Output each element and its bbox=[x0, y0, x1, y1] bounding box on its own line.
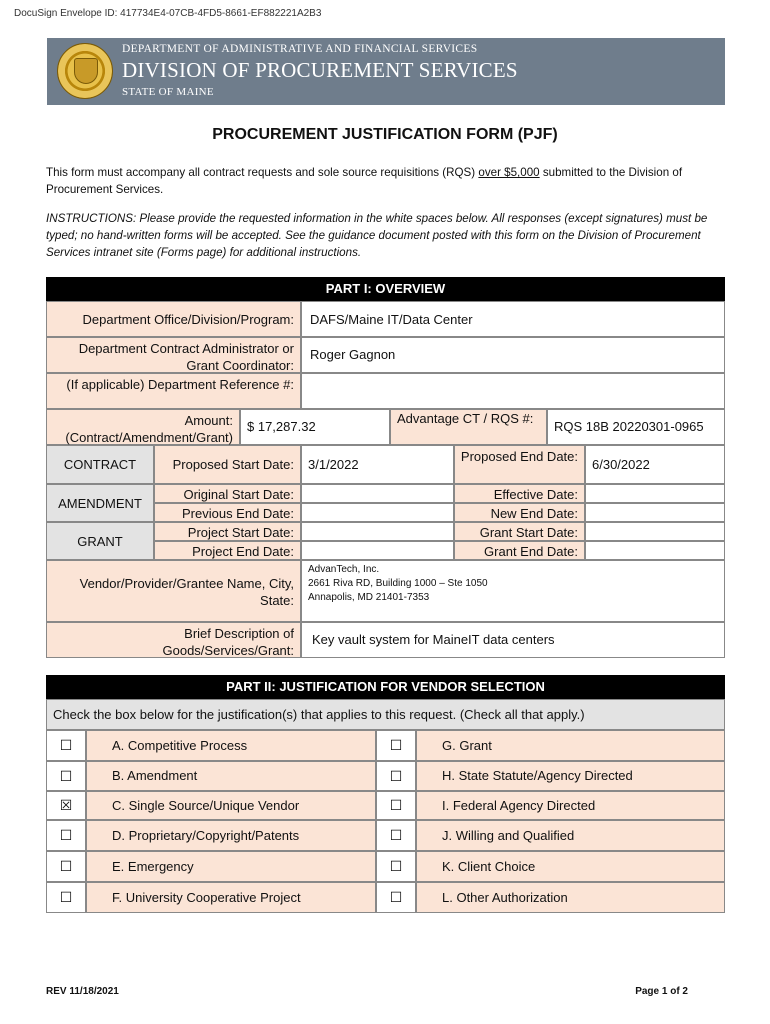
prop-end-field[interactable]: 6/30/2022 bbox=[585, 445, 725, 484]
grant-end-field[interactable] bbox=[585, 541, 725, 560]
grant-end-label: Grant End Date: bbox=[454, 541, 585, 560]
instructions-text: INSTRUCTIONS: Please provide the requested information in the white spaces below. All responses (except signatures) must be typed; no hand-written forms will be accepted. See the guidance document posted with this form on the Division of Procurement Services intranet site (Forms page) for additional instructions. bbox=[46, 212, 708, 259]
header-banner bbox=[47, 38, 725, 105]
grant-start-field[interactable] bbox=[585, 522, 725, 541]
option-label-right-1: H. State Statute/Agency Directed bbox=[442, 768, 633, 783]
effective-label: Effective Date: bbox=[454, 484, 585, 503]
reference-label: (If applicable) Department Reference #: bbox=[46, 373, 301, 409]
checkbox-left-3[interactable]: ☐ bbox=[59, 827, 73, 843]
checkbox-right-3[interactable]: ☐ bbox=[389, 827, 403, 843]
orig-start-label: Original Start Date: bbox=[154, 484, 301, 503]
revision-date: REV 11/18/2021 bbox=[46, 986, 119, 997]
checkbox-left-5[interactable]: ☐ bbox=[59, 889, 73, 905]
option-label-right-4: K. Client Choice bbox=[442, 859, 536, 874]
intro-text: This form must accompany all contract requests and sole source requisitions (RQS) over $5,000 submitted to the Division of Procurement Services. bbox=[46, 166, 683, 196]
prop-start-label: Proposed Start Date: bbox=[154, 445, 301, 484]
part1-header: PART I: OVERVIEW bbox=[46, 277, 725, 301]
docusign-envelope-id: DocuSign Envelope ID: 417734E4-07CB-4FD5-8661-EF882221A2B3 bbox=[14, 8, 322, 19]
option-label-right-0: G. Grant bbox=[442, 738, 492, 753]
checkbox-right-1[interactable]: ☐ bbox=[389, 768, 403, 784]
option-label-right-3: J. Willing and Qualified bbox=[442, 828, 575, 843]
description-label: Brief Description of Goods/Services/Grant: bbox=[46, 622, 301, 658]
prop-start-field[interactable]: 3/1/2022 bbox=[301, 445, 454, 484]
part2-subheader: Check the box below for the justification(s) that applies to this request. (Check all that apply.) bbox=[46, 699, 725, 730]
form-title: PROCUREMENT JUSTIFICATION FORM (PJF) bbox=[212, 126, 558, 143]
proj-end-label: Project End Date: bbox=[154, 541, 301, 560]
prev-end-label: Previous End Date: bbox=[154, 503, 301, 522]
checkbox-right-0[interactable]: ☐ bbox=[389, 737, 403, 753]
dept-label: Department Office/Division/Program: bbox=[46, 301, 301, 337]
vendor-name: AdvanTech, Inc. bbox=[308, 564, 380, 575]
banner-state: STATE OF MAINE bbox=[122, 86, 214, 98]
vendor-street: 2661 Riva RD, Building 1000 – Ste 1050 bbox=[308, 578, 488, 589]
dept-field[interactable]: DAFS/Maine IT/Data Center bbox=[301, 301, 725, 337]
advantage-label: Advantage CT / RQS #: bbox=[390, 409, 547, 445]
effective-field[interactable] bbox=[585, 484, 725, 503]
vendor-label: Vendor/Provider/Grantee Name, City, State: bbox=[46, 560, 301, 622]
page-number: Page 1 of 2 bbox=[635, 986, 688, 997]
checkbox-left-4[interactable]: ☐ bbox=[59, 858, 73, 874]
amount-field[interactable]: $ 17,287.32 bbox=[240, 409, 390, 445]
state-seal-icon bbox=[57, 43, 113, 99]
contract-label: CONTRACT bbox=[46, 445, 154, 484]
option-label-left-4: E. Emergency bbox=[112, 859, 194, 874]
checkbox-left-1[interactable]: ☐ bbox=[59, 768, 73, 784]
checkbox-right-4[interactable]: ☐ bbox=[389, 858, 403, 874]
grant-start-label: Grant Start Date: bbox=[454, 522, 585, 541]
vendor-city: Annapolis, MD 21401-7353 bbox=[308, 592, 430, 603]
checkbox-right-2[interactable]: ☐ bbox=[389, 797, 403, 813]
prev-end-field[interactable] bbox=[301, 503, 454, 522]
grant-label: GRANT bbox=[46, 522, 154, 560]
advantage-field[interactable]: RQS 18B 20220301-0965 bbox=[547, 409, 725, 445]
prop-end-label: Proposed End Date: bbox=[454, 445, 585, 484]
banner-department: DEPARTMENT OF ADMINISTRATIVE AND FINANCIAL SERVICES bbox=[122, 43, 478, 55]
reference-field[interactable] bbox=[301, 373, 725, 409]
proj-start-label: Project Start Date: bbox=[154, 522, 301, 541]
orig-start-field[interactable] bbox=[301, 484, 454, 503]
new-end-label: New End Date: bbox=[454, 503, 585, 522]
option-label-right-2: I. Federal Agency Directed bbox=[442, 798, 596, 813]
proj-start-field[interactable] bbox=[301, 522, 454, 541]
admin-label: Department Contract Administrator or Grant Coordinator: bbox=[46, 337, 301, 373]
checkbox-left-2[interactable]: ☒ bbox=[59, 797, 73, 813]
vendor-field[interactable] bbox=[301, 560, 725, 622]
new-end-field[interactable] bbox=[585, 503, 725, 522]
option-label-right-5: L. Other Authorization bbox=[442, 890, 568, 905]
amount-label: Amount: (Contract/Amendment/Grant) bbox=[46, 409, 240, 445]
amendment-label: AMENDMENT bbox=[46, 484, 154, 522]
option-label-left-2: C. Single Source/Unique Vendor bbox=[112, 798, 300, 813]
checkbox-left-0[interactable]: ☐ bbox=[59, 737, 73, 753]
description-field[interactable]: Key vault system for MaineIT data centers bbox=[301, 622, 725, 658]
admin-field[interactable]: Roger Gagnon bbox=[301, 337, 725, 373]
option-label-left-1: B. Amendment bbox=[112, 768, 198, 783]
option-label-left-3: D. Proprietary/Copyright/Patents bbox=[112, 828, 300, 843]
banner-division: DIVISION OF PROCUREMENT SERVICES bbox=[122, 58, 518, 82]
part2-header: PART II: JUSTIFICATION FOR VENDOR SELECTION bbox=[46, 675, 725, 699]
option-label-left-5: F. University Cooperative Project bbox=[112, 890, 301, 905]
option-label-left-0: A. Competitive Process bbox=[112, 738, 248, 753]
checkbox-right-5[interactable]: ☐ bbox=[389, 889, 403, 905]
proj-end-field[interactable] bbox=[301, 541, 454, 560]
